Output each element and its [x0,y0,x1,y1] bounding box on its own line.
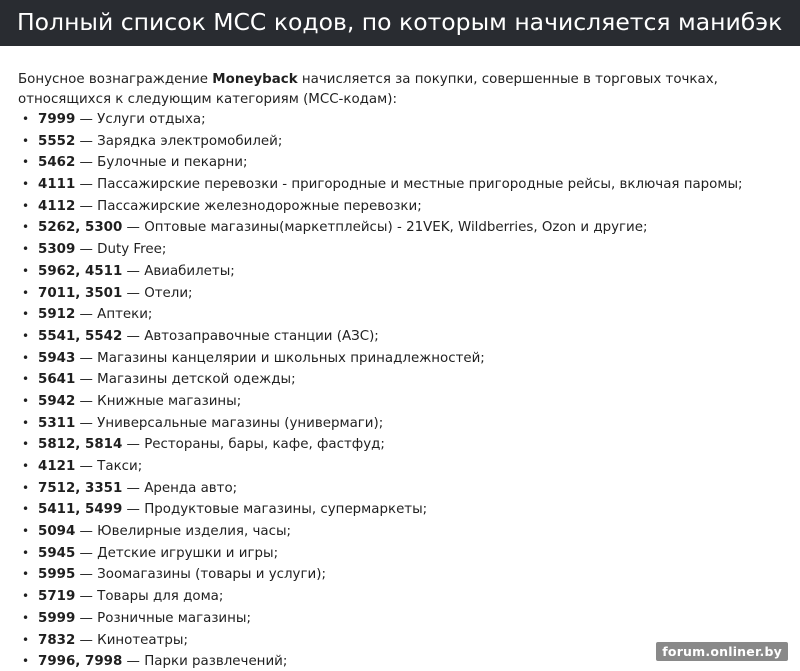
mcc-description: — Кинотеатры; [75,632,188,648]
mcc-code: 5641 [38,372,76,388]
mcc-code: 4121 [38,459,76,474]
mcc-description: — Ювелирные изделия, часы; [75,524,292,540]
bullet-icon: • [22,589,30,604]
list-item [22,109,788,131]
list-item [22,413,788,435]
mcc-description: — Парки развлечений; [122,654,288,670]
list-item [22,434,788,456]
list-item [22,564,788,586]
mcc-description: — Детские игрушки и игры; [75,545,279,561]
bullet-icon: • [22,415,30,430]
bullet-icon: • [22,307,30,322]
mcc-code: 7512, 3351 [38,480,123,496]
mcc-code: 7832 [38,632,76,648]
mcc-description: — Оптовые магазины(маркетплейсы) - 21VEK, Wildberries, Ozon и другие; [122,220,648,236]
list-item [22,283,788,305]
mcc-description: — Аптеки; [75,307,153,323]
mcc-description: — Рестораны, бары, кафе, фастфуд; [122,437,385,453]
mcc-code: 5912 [38,307,76,323]
mcc-description: — Duty Free; [75,242,167,258]
list-item [22,304,788,326]
bullet-icon: • [22,393,30,408]
list-item [22,369,788,391]
mcc-code: 5411, 5499 [38,502,123,518]
mcc-description: — Зарядка электромобилей; [75,133,283,149]
watermark: forum.onliner.by [656,642,788,661]
list-item [22,543,788,565]
list-item [22,131,788,153]
mcc-code: 5719 [38,589,76,605]
list-item [22,261,788,283]
bullet-icon: • [22,242,30,257]
mcc-code: 5812, 5814 [38,437,123,453]
bullet-icon: • [22,133,30,148]
mcc-code: 4111 [38,177,76,193]
bullet-icon: • [22,502,30,517]
mcc-description: — Продуктовые магазины, супермаркеты; [122,502,428,518]
intro-paragraph [18,70,788,109]
mcc-description: — Аренда авто; [122,480,238,496]
mcc-code: 5962, 4511 [38,263,123,279]
bullet-icon: • [22,480,30,495]
list-item [22,239,788,261]
mcc-code: 5311 [38,415,76,431]
intro-after: начисляется за покупки, совершенные в торговых точках, относящихся к следующим категориям (МСС-кодам): [18,72,718,107]
mcc-code: 7011, 3501 [38,285,123,301]
mcc-code: 5094 [38,524,76,540]
bullet-icon: • [22,372,30,387]
bullet-icon: • [22,567,30,582]
mcc-description: — Магазины детской одежды; [75,372,296,388]
bullet-icon: • [22,328,30,343]
bullet-icon: • [22,437,30,452]
mcc-description: — Пассажирские железнодорожные перевозки; [75,198,422,214]
bullet-icon: • [22,177,30,192]
mcc-description: — Товары для дома; [75,589,224,605]
intro-before: Бонусное вознаграждение [18,72,213,87]
bullet-icon: • [22,654,30,669]
mcc-description: — Универсальные магазины (универмаги); [75,415,384,431]
mcc-code: 5541, 5542 [38,328,123,344]
page-header [0,0,800,46]
mcc-description: — Магазины канцелярии и школьных принадлежностей; [75,350,485,366]
page-title: Полный список MCC кодов, по которым начисляется манибэк [17,8,783,37]
article-content [0,70,800,671]
bullet-icon: • [22,610,30,625]
list-item [22,521,788,543]
bullet-icon: • [22,112,30,126]
mcc-description: — Автозаправочные станции (АЗС); [122,328,379,344]
mcc-code: 7996, 7998 [38,654,123,670]
bullet-icon: • [22,350,30,365]
mcc-code: 5995 [38,567,76,583]
mcc-list [18,109,788,671]
mcc-description: — Услуги отдыха; [75,112,206,127]
list-item [22,586,788,608]
list-item [22,196,788,218]
list-item [22,217,788,239]
mcc-description: — Такси; [75,459,143,474]
bullet-icon: • [22,285,30,300]
mcc-code: 5309 [38,242,76,258]
mcc-description: — Авиабилеты; [122,263,235,279]
mcc-code: 5262, 5300 [38,220,123,236]
list-item [22,478,788,500]
mcc-code: 4112 [38,198,76,214]
mcc-code: 5552 [38,133,76,149]
mcc-code: 7999 [38,112,76,127]
list-item [22,348,788,370]
mcc-description: — Зоомагазины (товары и услуги); [75,567,326,583]
list-item [22,391,788,413]
list-item [22,152,788,174]
mcc-description: — Пассажирские перевозки - пригородные и местные пригородные рейсы, включая паромы; [75,177,743,193]
bullet-icon: • [22,524,30,539]
list-item [22,499,788,521]
bullet-icon: • [22,459,30,473]
intro-brand: Moneyback [212,72,298,87]
mcc-code: 5943 [38,350,76,366]
mcc-code: 5945 [38,545,76,561]
mcc-description: — Отели; [122,285,193,301]
mcc-code: 5942 [38,393,76,409]
mcc-code: 5462 [38,155,76,171]
list-item [22,456,788,478]
mcc-description: — Булочные и пекарни; [75,155,248,171]
bullet-icon: • [22,220,30,235]
bullet-icon: • [22,155,30,170]
mcc-description: — Книжные магазины; [75,393,242,409]
mcc-description: — Розничные магазины; [75,610,251,626]
bullet-icon: • [22,198,30,213]
bullet-icon: • [22,632,30,647]
bullet-icon: • [22,263,30,278]
list-item [22,326,788,348]
list-item [22,174,788,196]
bullet-icon: • [22,545,30,560]
mcc-code: 5999 [38,610,76,626]
list-item [22,608,788,630]
